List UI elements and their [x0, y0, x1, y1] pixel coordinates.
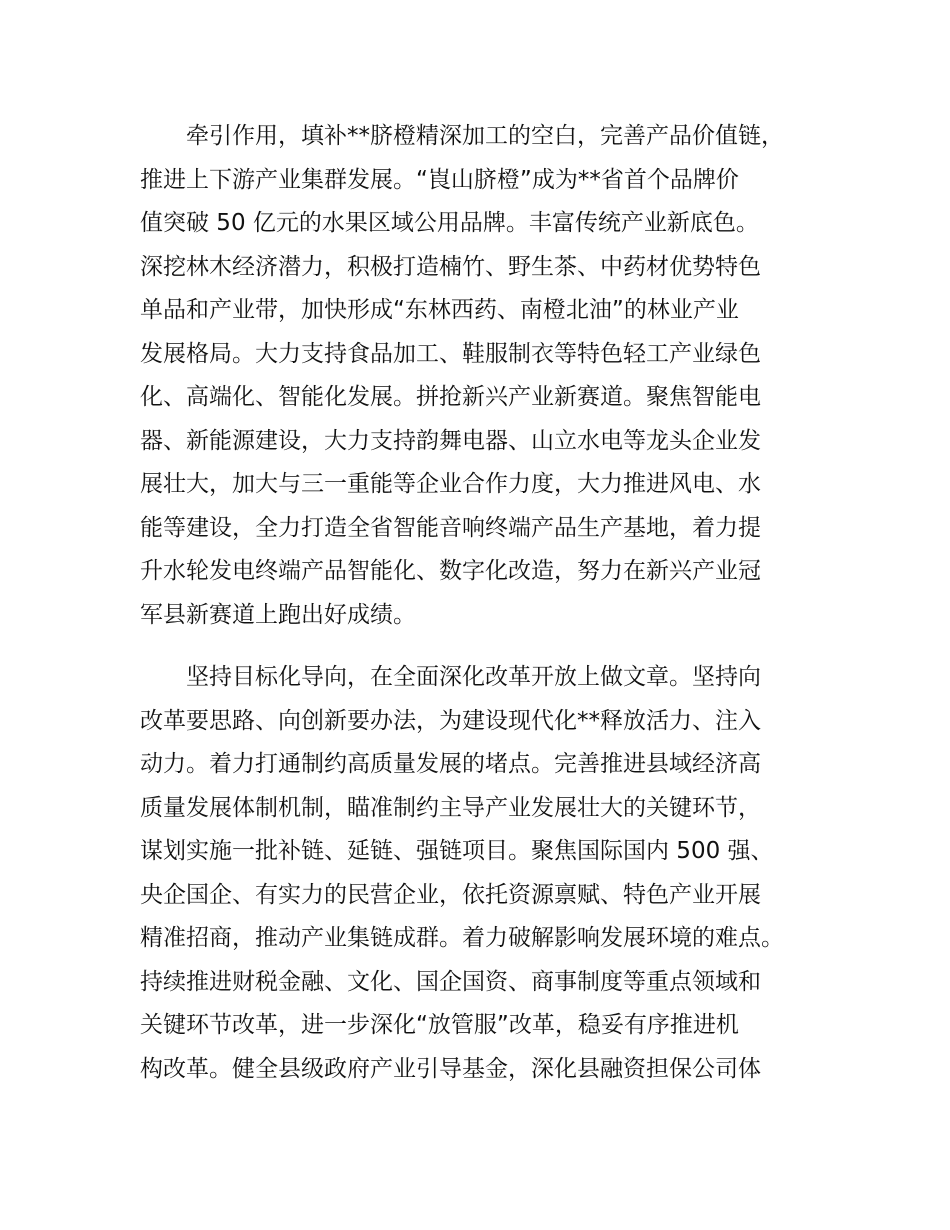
- paragraph-2: [140, 656, 840, 1091]
- text-line: 化、高端化、智能化发展。拼抢新兴产业新赛道。聚焦智能电: [140, 384, 761, 410]
- text-line: 发展格局。大力支持食品加工、鞋服制衣等特色轻工产业绿色: [140, 340, 761, 367]
- text-line: 谋划实施一批补链、延链、强链项目。聚焦国际国内 500 强、: [140, 838, 774, 864]
- text-line: 构改革。健全县级政府产业引导基金，深化县融资担保公司体: [140, 1055, 761, 1082]
- paragraph-gap: [140, 637, 840, 656]
- text-line: 动力。着力打通制约高质量发展的堵点。完善推进县域经济高: [140, 751, 761, 777]
- text-line: 器、新能源建设，大力支持韵舞电器、山立水电等龙头企业发: [140, 427, 761, 454]
- text-line: 央企国企、有实力的民营企业，依托资源禀赋、特色产业开展: [140, 881, 761, 908]
- text-line: 展壮大，加大与三一重能等企业合作力度，大力推进风电、水: [140, 471, 761, 497]
- text-line: 坚持目标化导向，在全面深化改革开放上做文章。坚持向: [140, 664, 761, 690]
- text-line: 持续推进财税金融、文化、国企国资、商事制度等重点领域和: [140, 968, 761, 995]
- text-line: 深挖林木经济潜力，积极打造楠竹、野生茶、中药材优势特色: [140, 253, 761, 280]
- text-line: 改革要思路、向创新要办法，为建设现代化**释放活力、注入: [140, 707, 761, 734]
- text-line: 推进上下游产业集群发展。“崀山脐橙”成为**省首个品牌价: [140, 166, 739, 193]
- text-line: 牵引作用，填补**脐橙精深加工的空白，完善产品价值链，: [140, 123, 784, 149]
- paragraph-1: [140, 115, 840, 637]
- text-line: 质量发展体制机制，瞄准制约主导产业发展壮大的关键环节，: [140, 794, 761, 821]
- text-line: 单品和产业带，加快形成“东林西药、南橙北油”的林业产业: [140, 297, 739, 323]
- text-line: 军县新赛道上跑出好成绩。: [140, 601, 416, 628]
- text-line: 值突破 50 亿元的水果区域公用品牌。丰富传统产业新底色。: [140, 210, 759, 236]
- text-line: 能等建设，全力打造全省智能音响终端产品生产基地，着力提: [140, 514, 761, 541]
- text-line: 关键环节改革，进一步深化“放管服”改革，稳妥有序推进机: [140, 1012, 739, 1038]
- text-line: 精准招商，推动产业集链成群。着力破解影响发展环境的难点。: [140, 925, 784, 951]
- body-text: [140, 115, 840, 1091]
- text-line: 升水轮发电终端产品智能化、数字化改造，努力在新兴产业冠: [140, 558, 761, 584]
